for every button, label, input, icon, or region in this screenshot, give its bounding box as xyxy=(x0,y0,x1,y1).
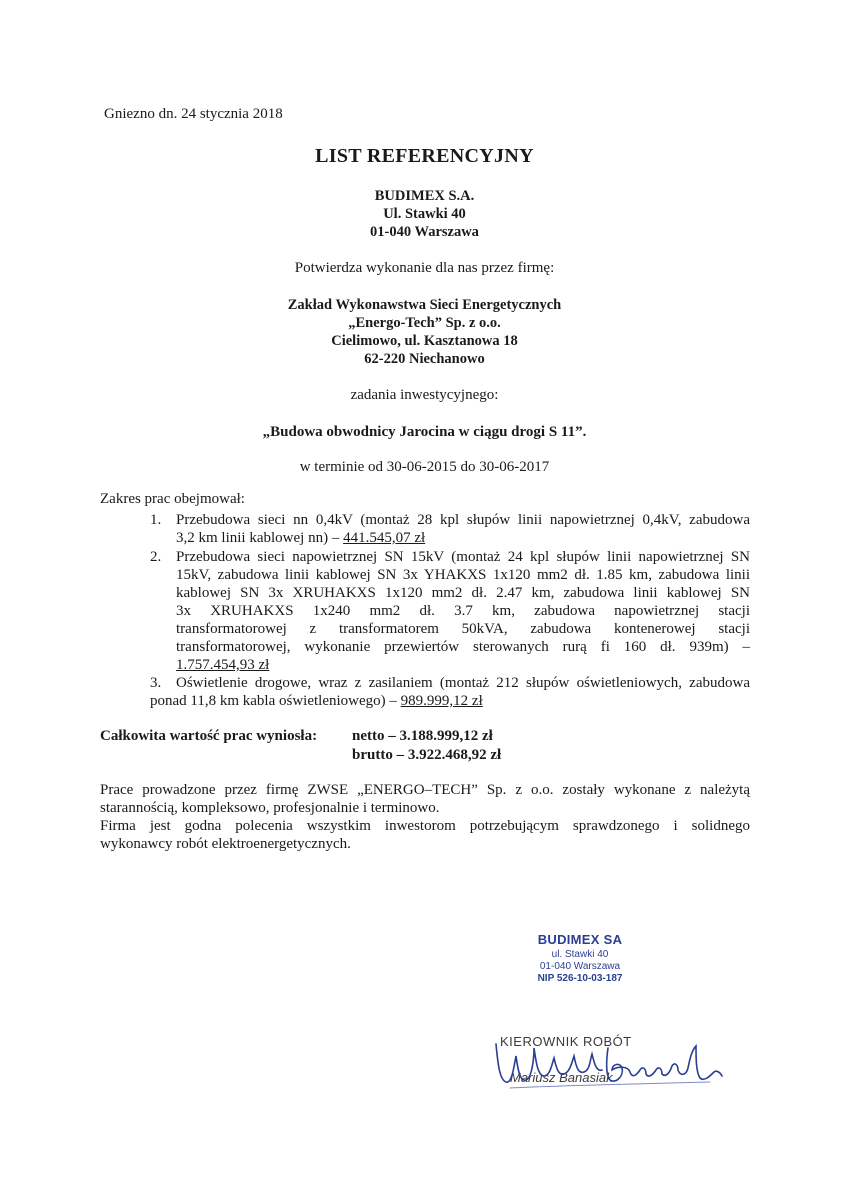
person-name-stamp: Mariusz Banasiak xyxy=(510,1070,613,1085)
item-number: 2. xyxy=(150,549,162,565)
contractor-line-3: Cielimowo, ul. Kasztanowa 18 xyxy=(331,333,518,349)
item-line: 3x XRUHAKXS 1x240 mm2 dł. 3.7 km, zabudowa napowietrznej stacji xyxy=(176,603,750,619)
item-line: Przebudowa sieci napowietrznej SN 15kV (montaż 24 kpl słupów linii napowietrznej SN xyxy=(176,549,750,565)
stamp-street: ul. Stawki 40 xyxy=(551,949,609,960)
item-line: Przebudowa sieci nn 0,4kV (montaż 28 kpl słupów linii napowietrznej 0,4kV, zabudowa xyxy=(176,512,750,528)
company-stamp xyxy=(520,932,640,984)
issuer-street: Ul. Stawki 40 xyxy=(383,206,466,222)
stamp-company: BUDIMEX SA xyxy=(537,932,623,947)
total-label: Całkowita wartość prac wyniosła: xyxy=(100,728,318,744)
item-amount: 989.999,12 zł xyxy=(400,693,483,709)
handwritten-signature xyxy=(490,1036,730,1096)
item-line: 15kV, zabudowa linii kablowej SN 3x YHAKXS 1x120 mm2 dł. 1.85 km, zabudowa linii xyxy=(176,567,750,583)
item-line: Oświetlenie drogowe, wraz z zasilaniem (montaż 212 słupów oświetleniowych, zabudowa xyxy=(176,675,750,691)
role-stamp: KIEROWNIK ROBÓT xyxy=(500,1034,632,1049)
item-line: 3,2 km linii kablowej nn) – xyxy=(176,530,344,546)
item-line-last xyxy=(150,692,483,710)
item-line: transformatorowej, wykonanie przewiertów sterowanych rurą fi 160 dł. 939m) – xyxy=(176,639,750,655)
item-line: ponad 11,8 km kabla oświetleniowego) – xyxy=(150,693,401,709)
task-label: zadania inwestycyjnego: xyxy=(350,387,499,403)
item-line: kablowej SN 3x XRUHAKXS 1x120 mm2 dł. 2.47 km, zabudowa linii kablowej SN xyxy=(176,585,750,601)
stamp-nip: NIP 526-10-03-187 xyxy=(537,973,623,984)
place-date: Gniezno dn. 24 stycznia 2018 xyxy=(104,106,283,122)
issuer-name: BUDIMEX S.A. xyxy=(374,188,475,204)
document-title: LIST REFERENCYJNY xyxy=(315,145,534,167)
issuer-city: 01-040 Warszawa xyxy=(370,224,479,240)
item-number: 1. xyxy=(150,512,162,528)
contractor-line-1: Zakład Wykonawstwa Sieci Energetycznych xyxy=(287,297,562,313)
item-line-last xyxy=(176,529,425,547)
confirm-text: Potwierdza wykonanie dla nas przez firmę: xyxy=(294,260,555,276)
stamp-city: 01-040 Warszawa xyxy=(539,961,621,972)
contractor-line-2: „Energo-Tech” Sp. z o.o. xyxy=(348,315,501,331)
item-line: transformatorowej z transformatorem 50kVA, zabudowa kontenerowej stacji xyxy=(176,621,750,637)
scope-label: Zakres prac obejmował: xyxy=(100,491,245,507)
closing-line: wykonawcy robót elektroenergetycznych. xyxy=(100,836,351,852)
project-name: „Budowa obwodnicy Jarocina w ciągu drogi S 11”. xyxy=(262,424,587,440)
total-net: netto – 3.188.999,12 zł xyxy=(352,728,493,744)
closing-line: Prace prowadzone przez firmę ZWSE „ENERGO–TECH” Sp. z o.o. zostały wykonane z należytą xyxy=(100,782,750,798)
item-number: 3. xyxy=(150,675,162,691)
contractor-line-4: 62-220 Niechanowo xyxy=(364,351,485,367)
closing-line: Firma jest godna polecenia wszystkim inwestorom potrzebującym sprawdzonego i solidnego xyxy=(100,818,750,834)
closing-line: starannością, kompleksowo, profesjonalnie i terminowo. xyxy=(100,800,440,816)
item-amount: 1.757.454,93 zł xyxy=(176,657,270,673)
term: w terminie od 30-06-2015 do 30-06-2017 xyxy=(299,459,550,475)
item-amount: 441.545,07 zł xyxy=(343,530,426,546)
total-gross: brutto – 3.922.468,92 zł xyxy=(352,747,502,763)
